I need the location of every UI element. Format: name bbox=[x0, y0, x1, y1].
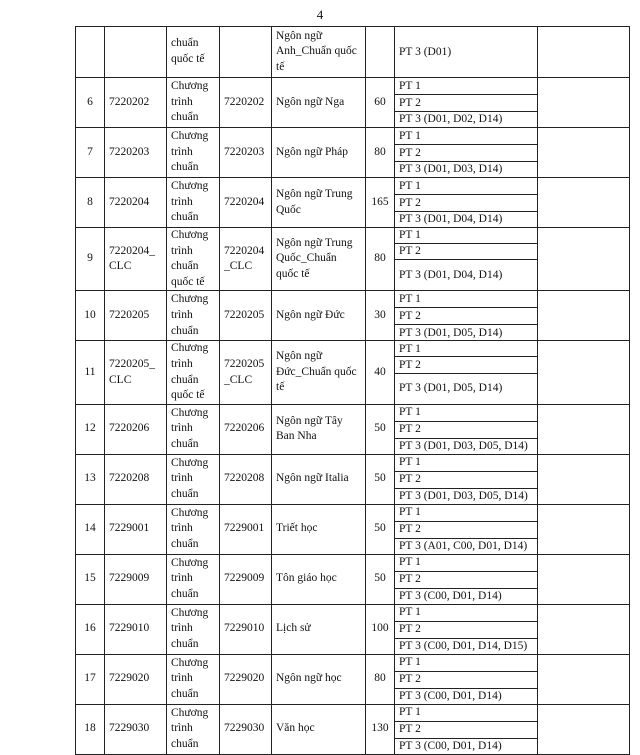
cell-major-code: 7220203 bbox=[220, 128, 272, 178]
cell-code: 7229009 bbox=[105, 554, 167, 604]
cell-code bbox=[105, 27, 167, 78]
cell-note bbox=[538, 291, 630, 341]
table-row bbox=[76, 704, 630, 721]
cell-method: PT 1 bbox=[395, 228, 538, 244]
cell-program-type: Chương trình chuẩn bbox=[167, 178, 220, 228]
cell-major-code: 7220208 bbox=[220, 454, 272, 504]
cell-major-name: Ngôn ngữ Nga bbox=[272, 78, 366, 128]
cell-code: 7220204 bbox=[105, 178, 167, 228]
cell-program-type: Chương trình chuẩn bbox=[167, 454, 220, 504]
cell-method: PT 2 bbox=[395, 671, 538, 688]
cell-major-name: Ngôn ngữ Pháp bbox=[272, 128, 366, 178]
cell-method: PT 3 (D01, D04, D14) bbox=[395, 260, 538, 291]
cell-method: PT 3 (C00, D01, D14, D15) bbox=[395, 638, 538, 654]
table-row-continued bbox=[76, 27, 630, 78]
cell-method: PT 1 bbox=[395, 654, 538, 671]
cell-code: 7229030 bbox=[105, 704, 167, 754]
cell-stt: 17 bbox=[76, 654, 105, 704]
cell-major-name: Triết học bbox=[272, 504, 366, 554]
cell-quota: 165 bbox=[366, 178, 395, 228]
cell-method: PT 2 bbox=[395, 721, 538, 738]
cell-quota: 80 bbox=[366, 128, 395, 178]
cell-method: PT 3 (D01, D04, D14) bbox=[395, 212, 538, 228]
cell-note bbox=[538, 27, 630, 78]
cell-note bbox=[538, 128, 630, 178]
cell-note bbox=[538, 228, 630, 291]
cell-program-type: Chương trình chuẩn bbox=[167, 78, 220, 128]
table-row bbox=[76, 404, 630, 421]
cell-method: PT 2 bbox=[395, 145, 538, 162]
cell-method: PT 2 bbox=[395, 621, 538, 638]
cell-method: PT 2 bbox=[395, 571, 538, 588]
cell-quota: 80 bbox=[366, 654, 395, 704]
cell-major-code: 7220202 bbox=[220, 78, 272, 128]
cell-quota: 50 bbox=[366, 504, 395, 554]
cell-note bbox=[538, 178, 630, 228]
cell-program-type: chuẩn quốc tế bbox=[167, 27, 220, 78]
cell-major-code: 7229009 bbox=[220, 554, 272, 604]
table-row bbox=[76, 78, 630, 95]
cell-code: 7220206 bbox=[105, 404, 167, 454]
table-row bbox=[76, 128, 630, 145]
cell-stt: 18 bbox=[76, 704, 105, 754]
table-row bbox=[76, 291, 630, 308]
cell-method: PT 1 bbox=[395, 128, 538, 145]
cell-major-code: 7229020 bbox=[220, 654, 272, 704]
cell-code: 7229010 bbox=[105, 604, 167, 654]
cell-major-code: 7220204 _CLC bbox=[220, 228, 272, 291]
cell-code: 7229001 bbox=[105, 504, 167, 554]
cell-method: PT 3 (A01, C00, D01, D14) bbox=[395, 538, 538, 554]
cell-code: 7220202 bbox=[105, 78, 167, 128]
cell-method: PT 1 bbox=[395, 178, 538, 195]
cell-code: 7229020 bbox=[105, 654, 167, 704]
cell-program-type: Chương trình chuẩn bbox=[167, 128, 220, 178]
cell-method: PT 2 bbox=[395, 471, 538, 488]
cell-quota: 50 bbox=[366, 454, 395, 504]
table-row bbox=[76, 654, 630, 671]
admissions-table bbox=[75, 26, 630, 755]
cell-method: PT 1 bbox=[395, 504, 538, 521]
cell-major-name: Ngôn ngữ Italia bbox=[272, 454, 366, 504]
cell-note bbox=[538, 504, 630, 554]
cell-program-type: Chương trình chuẩn bbox=[167, 504, 220, 554]
cell-stt: 12 bbox=[76, 404, 105, 454]
cell-quota: 50 bbox=[366, 554, 395, 604]
cell-major-name: Ngôn ngữ Anh_Chuẩn quốc tế bbox=[272, 27, 366, 78]
cell-program-type: Chương trình chuẩn bbox=[167, 404, 220, 454]
cell-major-name: Ngôn ngữ Trung Quốc bbox=[272, 178, 366, 228]
cell-quota: 50 bbox=[366, 404, 395, 454]
cell-method: PT 3 (C00, D01, D14) bbox=[395, 588, 538, 604]
cell-method: PT 1 bbox=[395, 554, 538, 571]
cell-major-name: Ngôn ngữ Đức_Chuẩn quốc tế bbox=[272, 341, 366, 404]
cell-method: PT 1 bbox=[395, 604, 538, 621]
cell-method: PT 2 bbox=[395, 308, 538, 325]
cell-quota: 30 bbox=[366, 291, 395, 341]
cell-quota: 40 bbox=[366, 341, 395, 404]
cell-major-code: 7229001 bbox=[220, 504, 272, 554]
cell-quota: 80 bbox=[366, 228, 395, 291]
cell-major-name: Văn học bbox=[272, 704, 366, 754]
cell-major-code: 7220205 _CLC bbox=[220, 341, 272, 404]
cell-program-type: Chương trình chuẩn bbox=[167, 704, 220, 754]
cell-major-code: 7229030 bbox=[220, 704, 272, 754]
cell-program-type: Chương trình chuẩn bbox=[167, 654, 220, 704]
cell-note bbox=[538, 404, 630, 454]
cell-stt bbox=[76, 27, 105, 78]
cell-method: PT 3 (D01) bbox=[395, 27, 538, 78]
cell-method: PT 1 bbox=[395, 341, 538, 357]
cell-stt: 16 bbox=[76, 604, 105, 654]
cell-major-name: Ngôn ngữ Tây Ban Nha bbox=[272, 404, 366, 454]
cell-quota: 130 bbox=[366, 704, 395, 754]
cell-code: 7220208 bbox=[105, 454, 167, 504]
cell-method: PT 3 (D01, D03, D14) bbox=[395, 162, 538, 178]
cell-major-name: Ngôn ngữ Đức bbox=[272, 291, 366, 341]
cell-program-type: Chương trình chuẩn quốc tế bbox=[167, 341, 220, 404]
cell-method: PT 3 (D01, D05, D14) bbox=[395, 325, 538, 341]
cell-note bbox=[538, 454, 630, 504]
cell-method: PT 3 (D01, D05, D14) bbox=[395, 373, 538, 404]
cell-method: PT 2 bbox=[395, 95, 538, 112]
cell-major-code bbox=[220, 27, 272, 78]
cell-method: PT 1 bbox=[395, 78, 538, 95]
table-row bbox=[76, 178, 630, 195]
table-row bbox=[76, 228, 630, 244]
table-row bbox=[76, 504, 630, 521]
cell-program-type: Chương trình chuẩn bbox=[167, 291, 220, 341]
cell-method: PT 3 (C00, D01, D14) bbox=[395, 688, 538, 704]
cell-code: 7220205_ CLC bbox=[105, 341, 167, 404]
cell-stt: 8 bbox=[76, 178, 105, 228]
cell-program-type: Chương trình chuẩn bbox=[167, 554, 220, 604]
cell-code: 7220203 bbox=[105, 128, 167, 178]
cell-program-type: Chương trình chuẩn bbox=[167, 604, 220, 654]
cell-method: PT 1 bbox=[395, 291, 538, 308]
cell-note bbox=[538, 554, 630, 604]
cell-note bbox=[538, 704, 630, 754]
cell-major-name: Lịch sử bbox=[272, 604, 366, 654]
cell-method: PT 3 (D01, D02, D14) bbox=[395, 112, 538, 128]
cell-note bbox=[538, 341, 630, 404]
cell-method: PT 1 bbox=[395, 454, 538, 471]
cell-note bbox=[538, 654, 630, 704]
cell-method: PT 3 (D01, D03, D05, D14) bbox=[395, 438, 538, 454]
table-row bbox=[76, 454, 630, 471]
cell-stt: 11 bbox=[76, 341, 105, 404]
cell-stt: 10 bbox=[76, 291, 105, 341]
cell-stt: 14 bbox=[76, 504, 105, 554]
cell-code: 7220205 bbox=[105, 291, 167, 341]
cell-method: PT 2 bbox=[395, 357, 538, 373]
cell-quota bbox=[366, 27, 395, 78]
cell-note bbox=[538, 78, 630, 128]
cell-stt: 7 bbox=[76, 128, 105, 178]
cell-major-code: 7220206 bbox=[220, 404, 272, 454]
cell-stt: 15 bbox=[76, 554, 105, 604]
cell-stt: 13 bbox=[76, 454, 105, 504]
cell-method: PT 2 bbox=[395, 421, 538, 438]
cell-method: PT 1 bbox=[395, 704, 538, 721]
cell-method: PT 1 bbox=[395, 404, 538, 421]
cell-method: PT 2 bbox=[395, 195, 538, 212]
cell-quota: 60 bbox=[366, 78, 395, 128]
cell-code: 7220204_ CLC bbox=[105, 228, 167, 291]
table-row bbox=[76, 604, 630, 621]
cell-major-code: 7220204 bbox=[220, 178, 272, 228]
table-body bbox=[76, 27, 630, 755]
cell-major-code: 7229010 bbox=[220, 604, 272, 654]
cell-method: PT 2 bbox=[395, 244, 538, 260]
page-number: 4 bbox=[316, 7, 324, 22]
cell-major-code: 7220205 bbox=[220, 291, 272, 341]
cell-program-type: Chương trình chuẩn quốc tế bbox=[167, 228, 220, 291]
cell-method: PT 3 (D01, D03, D05, D14) bbox=[395, 488, 538, 504]
cell-major-name: Tôn giáo học bbox=[272, 554, 366, 604]
cell-stt: 9 bbox=[76, 228, 105, 291]
cell-method: PT 3 (C00, D01, D14) bbox=[395, 738, 538, 754]
cell-quota: 100 bbox=[366, 604, 395, 654]
cell-stt: 6 bbox=[76, 78, 105, 128]
table-row bbox=[76, 554, 630, 571]
cell-method: PT 2 bbox=[395, 521, 538, 538]
cell-major-name: Ngôn ngữ học bbox=[272, 654, 366, 704]
table-row bbox=[76, 341, 630, 357]
cell-major-name: Ngôn ngữ Trung Quốc_Chuẩn quốc tế bbox=[272, 228, 366, 291]
cell-note bbox=[538, 604, 630, 654]
